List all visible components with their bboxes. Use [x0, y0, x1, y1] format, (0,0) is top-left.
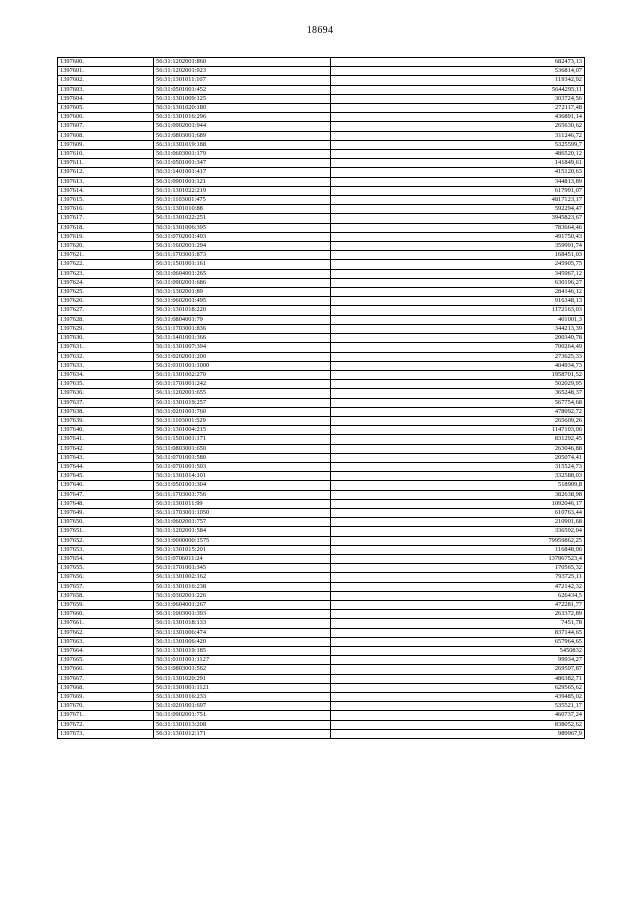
cadastral-value: 210901,68 — [331, 518, 585, 527]
cadastral-number: 56:31:0702001:493 — [154, 232, 331, 241]
cadastral-value: 486382,71 — [331, 674, 585, 683]
row-number: 1397671. — [58, 711, 154, 720]
row-number: 1397624. — [58, 278, 154, 287]
cadastral-value: 436891,14 — [331, 113, 585, 122]
cadastral-value: 629565,62 — [331, 683, 585, 692]
cadastral-value: 168451,03 — [331, 251, 585, 260]
row-number: 1397602. — [58, 76, 154, 85]
cadastral-number: 56:31:1301016:238 — [154, 582, 331, 591]
row-number: 1397638. — [58, 407, 154, 416]
cadastral-value: 303724,56 — [331, 94, 585, 103]
table-row — [58, 683, 585, 692]
cadastral-number: 56:31:1301001:1121 — [154, 683, 331, 692]
row-number: 1397616. — [58, 205, 154, 214]
row-number: 1397661. — [58, 619, 154, 628]
row-number: 1397611. — [58, 159, 154, 168]
row-number: 1397657. — [58, 582, 154, 591]
row-number: 1397600. — [58, 58, 154, 67]
cadastral-value: 1147103,06 — [331, 426, 585, 435]
cadastral-value: 536814,07 — [331, 67, 585, 76]
cadastral-number: 56:31:0302001:226 — [154, 591, 331, 600]
cadastral-value: 617991,07 — [331, 186, 585, 195]
cadastral-value: 478092,72 — [331, 407, 585, 416]
table-row — [58, 159, 585, 168]
cadastral-number: 56:31:1302001:89 — [154, 288, 331, 297]
cadastral-number: 56:31:1301007:394 — [154, 343, 331, 352]
cadastral-value: 472281,77 — [331, 600, 585, 609]
table-row — [58, 58, 585, 67]
table-row — [58, 131, 585, 140]
cadastral-value: 793725,11 — [331, 573, 585, 582]
row-number: 1397668. — [58, 683, 154, 692]
cadastral-number: 56:31:1301019:257 — [154, 398, 331, 407]
row-number: 1397621. — [58, 251, 154, 260]
cadastral-number: 56:31:0602001:495 — [154, 297, 331, 306]
cadastral-value: 200349,78 — [331, 334, 585, 343]
table-row — [58, 711, 585, 720]
row-number: 1397615. — [58, 196, 154, 205]
table-row — [58, 499, 585, 508]
cadastral-number: 56:31:0901001:121 — [154, 177, 331, 186]
cadastral-value: 837144,65 — [331, 628, 585, 637]
row-number: 1397603. — [58, 85, 154, 94]
cadastral-value: 273625,33 — [331, 352, 585, 361]
cadastral-value: 7451,78 — [331, 619, 585, 628]
cadastral-number: 56:31:1501001:171 — [154, 435, 331, 444]
row-number: 1397646. — [58, 481, 154, 490]
cadastral-number: 56:31:0000000:1575 — [154, 536, 331, 545]
cadastral-number: 56:31:1301004:215 — [154, 426, 331, 435]
cadastral-number: 56:31:1401001:366 — [154, 334, 331, 343]
cadastral-number: 56:31:1301022:251 — [154, 214, 331, 223]
row-number: 1397652. — [58, 536, 154, 545]
row-number: 1397655. — [58, 564, 154, 573]
table-row — [58, 94, 585, 103]
cadastral-value: 365248,37 — [331, 389, 585, 398]
row-number: 1397654. — [58, 554, 154, 563]
table-row — [58, 297, 585, 306]
cadastral-value: 486520,12 — [331, 150, 585, 159]
cadastral-number: 56:31:1301011:99 — [154, 499, 331, 508]
row-number: 1397640. — [58, 426, 154, 435]
table-row — [58, 472, 585, 481]
table-row — [58, 67, 585, 76]
cadastral-number: 56:31:0603001:179 — [154, 150, 331, 159]
table-row — [58, 527, 585, 536]
row-number: 1397645. — [58, 472, 154, 481]
cadastral-value: 502029,95 — [331, 380, 585, 389]
table-row — [58, 196, 585, 205]
cadastral-value: 269597,87 — [331, 665, 585, 674]
row-number: 1397670. — [58, 702, 154, 711]
table-row — [58, 619, 585, 628]
table-row — [58, 453, 585, 462]
row-number: 1397628. — [58, 315, 154, 324]
cadastral-value: 265630,62 — [331, 122, 585, 131]
cadastral-number: 56:31:1301015:201 — [154, 545, 331, 554]
cadastral-value: 401001,3 — [331, 315, 585, 324]
table-row — [58, 693, 585, 702]
row-number: 1397606. — [58, 113, 154, 122]
row-number: 1397608. — [58, 131, 154, 140]
table-row — [58, 444, 585, 453]
row-number: 1397662. — [58, 628, 154, 637]
row-number: 1397660. — [58, 610, 154, 619]
cadastral-value: 344813,89 — [331, 177, 585, 186]
table-row — [58, 269, 585, 278]
cadastral-number: 56:31:1301002:270 — [154, 370, 331, 379]
table-row — [58, 490, 585, 499]
row-number: 1397639. — [58, 416, 154, 425]
table-row — [58, 85, 585, 94]
table-row — [58, 656, 585, 665]
cadastral-number: 56:31:0706011:24 — [154, 554, 331, 563]
row-number: 1397650. — [58, 518, 154, 527]
cadastral-value: 783664,46 — [331, 223, 585, 232]
cadastral-value: 272117,48 — [331, 104, 585, 113]
table-row — [58, 214, 585, 223]
row-number: 1397673. — [58, 729, 154, 738]
row-number: 1397659. — [58, 600, 154, 609]
row-number: 1397663. — [58, 637, 154, 646]
table-row — [58, 729, 585, 738]
cadastral-number: 56:31:1301013:208 — [154, 720, 331, 729]
table-row — [58, 76, 585, 85]
cadastral-value: 1958701,52 — [331, 370, 585, 379]
cadastral-number: 56:31:0602001:757 — [154, 518, 331, 527]
cadastral-number: 56:31:0902001:686 — [154, 278, 331, 287]
cadastral-number: 56:31:1301016:233 — [154, 693, 331, 702]
cadastral-number: 56:31:1202001:860 — [154, 58, 331, 67]
cadastral-value: 359991,74 — [331, 242, 585, 251]
cadastral-number: 56:31:1301009:125 — [154, 94, 331, 103]
row-number: 1397633. — [58, 361, 154, 370]
cadastral-number: 56:31:1602001:294 — [154, 242, 331, 251]
cadastral-value: 336592,04 — [331, 527, 585, 536]
cadastral-value: 567754,68 — [331, 398, 585, 407]
cadastral-value: 263372,89 — [331, 610, 585, 619]
cadastral-number: 56:31:1301006:420 — [154, 637, 331, 646]
cadastral-number: 56:31:0804001:79 — [154, 315, 331, 324]
row-number: 1397632. — [58, 352, 154, 361]
cadastral-number: 56:31:0803001:562 — [154, 665, 331, 674]
cadastral-value: 610763,44 — [331, 508, 585, 517]
cadastral-number: 56:31:0501001:347 — [154, 159, 331, 168]
cadastral-number: 56:31:1301019:185 — [154, 647, 331, 656]
cadastral-number: 56:31:0604001:265 — [154, 269, 331, 278]
table-row — [58, 610, 585, 619]
cadastral-value: 630196,27 — [331, 278, 585, 287]
cadastral-number: 56:31:1401001:417 — [154, 168, 331, 177]
row-number: 1397665. — [58, 656, 154, 665]
table-row — [58, 361, 585, 370]
table-row — [58, 554, 585, 563]
cadastral-number: 56:31:1202001:923 — [154, 67, 331, 76]
cadastral-number: 56:31:0701001:503 — [154, 462, 331, 471]
table-row — [58, 186, 585, 195]
row-number: 1397634. — [58, 370, 154, 379]
table-row — [58, 518, 585, 527]
table-row — [58, 288, 585, 297]
cadastral-value: 116848,06 — [331, 545, 585, 554]
row-number: 1397636. — [58, 389, 154, 398]
cadastral-value: 311246,72 — [331, 131, 585, 140]
row-number: 1397672. — [58, 720, 154, 729]
cadastral-number: 56:31:0803001:689 — [154, 131, 331, 140]
cadastral-value: 5644295,11 — [331, 85, 585, 94]
cadastral-value: 5450832 — [331, 647, 585, 656]
row-number: 1397617. — [58, 214, 154, 223]
row-number: 1397620. — [58, 242, 154, 251]
cadastral-number: 56:31:0902001:751 — [154, 711, 331, 720]
table-row — [58, 370, 585, 379]
cadastral-number: 56:31:0201001:697 — [154, 702, 331, 711]
table-row — [58, 435, 585, 444]
cadastral-number: 56:31:1301016:296 — [154, 113, 331, 122]
cadastral-number: 56:31:1703001:1050 — [154, 508, 331, 517]
row-number: 1397643. — [58, 453, 154, 462]
registry-table-body — [58, 58, 585, 739]
row-number: 1397605. — [58, 104, 154, 113]
row-number: 1397666. — [58, 665, 154, 674]
cadastral-number: 56:31:1301010:88 — [154, 205, 331, 214]
cadastral-number: 56:31:1301012:171 — [154, 729, 331, 738]
row-number: 1397647. — [58, 490, 154, 499]
row-number: 1397630. — [58, 334, 154, 343]
cadastral-value: 415120,63 — [331, 168, 585, 177]
cadastral-number: 56:31:1301014:101 — [154, 472, 331, 481]
cadastral-number: 56:31:1202001:655 — [154, 389, 331, 398]
cadastral-number: 56:31:1301002:162 — [154, 573, 331, 582]
row-number: 1397607. — [58, 122, 154, 131]
cadastral-value: 170565,32 — [331, 564, 585, 573]
row-number: 1397613. — [58, 177, 154, 186]
cadastral-number: 56:31:1301022:219 — [154, 186, 331, 195]
row-number: 1397622. — [58, 260, 154, 269]
table-row — [58, 389, 585, 398]
cadastral-number: 56:31:0701001:580 — [154, 453, 331, 462]
cadastral-number: 56:31:1103001:529 — [154, 416, 331, 425]
cadastral-number: 56:31:0501001:304 — [154, 481, 331, 490]
table-row — [58, 407, 585, 416]
table-row — [58, 536, 585, 545]
cadastral-value: 332588,03 — [331, 472, 585, 481]
cadastral-number: 56:31:1202001:584 — [154, 527, 331, 536]
table-row — [58, 647, 585, 656]
row-number: 1397626. — [58, 297, 154, 306]
cadastral-number: 56:31:0604001:267 — [154, 600, 331, 609]
cadastral-value: 535521,17 — [331, 702, 585, 711]
table-row — [58, 573, 585, 582]
table-row — [58, 380, 585, 389]
cadastral-value: 141849,61 — [331, 159, 585, 168]
cadastral-value: 682473,13 — [331, 58, 585, 67]
table-row — [58, 426, 585, 435]
table-row — [58, 315, 585, 324]
cadastral-value: 657964,65 — [331, 637, 585, 646]
row-number: 1397637. — [58, 398, 154, 407]
table-row — [58, 177, 585, 186]
cadastral-value: 137967523,4 — [331, 554, 585, 563]
cadastral-number: 56:31:0902001:944 — [154, 122, 331, 131]
row-number: 1397614. — [58, 186, 154, 195]
table-row — [58, 591, 585, 600]
table-row — [58, 665, 585, 674]
cadastral-value: 491750,43 — [331, 232, 585, 241]
table-row — [58, 260, 585, 269]
row-number: 1397644. — [58, 462, 154, 471]
cadastral-value: 404934,73 — [331, 361, 585, 370]
table-row — [58, 637, 585, 646]
registry-table — [57, 57, 585, 739]
cadastral-number: 56:31:1301020:291 — [154, 674, 331, 683]
table-row — [58, 205, 585, 214]
table-row — [58, 582, 585, 591]
cadastral-value: 382638,98 — [331, 490, 585, 499]
row-number: 1397604. — [58, 94, 154, 103]
cadastral-number: 56:31:1301018:133 — [154, 619, 331, 628]
table-row — [58, 702, 585, 711]
cadastral-number: 56:31:1703001:836 — [154, 324, 331, 333]
cadastral-number: 56:31:1501001:161 — [154, 260, 331, 269]
cadastral-value: 838052,62 — [331, 720, 585, 729]
table-row — [58, 508, 585, 517]
table-row — [58, 242, 585, 251]
table-row — [58, 122, 585, 131]
cadastral-value: 263046,88 — [331, 444, 585, 453]
cadastral-value: 460737,24 — [331, 711, 585, 720]
table-row — [58, 564, 585, 573]
table-row — [58, 352, 585, 361]
cadastral-number: 56:31:1301019:188 — [154, 140, 331, 149]
cadastral-number: 56:31:0201001:760 — [154, 407, 331, 416]
table-row — [58, 168, 585, 177]
cadastral-value: 1172163,03 — [331, 306, 585, 315]
row-number: 1397656. — [58, 573, 154, 582]
table-row — [58, 104, 585, 113]
table-row — [58, 628, 585, 637]
table-row — [58, 232, 585, 241]
cadastral-value: 205074,41 — [331, 453, 585, 462]
row-number: 1397609. — [58, 140, 154, 149]
cadastral-value: 284146,12 — [331, 288, 585, 297]
cadastral-number: 56:31:1301020:180 — [154, 104, 331, 113]
cadastral-number: 56:31:0101001:1127 — [154, 656, 331, 665]
cadastral-value: 99934,27 — [331, 656, 585, 665]
row-number: 1397651. — [58, 527, 154, 536]
row-number: 1397642. — [58, 444, 154, 453]
cadastral-value: 472142,32 — [331, 582, 585, 591]
cadastral-value: 439485,02 — [331, 693, 585, 702]
cadastral-value: 626434,5 — [331, 591, 585, 600]
cadastral-number: 56:31:1703001:756 — [154, 490, 331, 499]
table-row — [58, 720, 585, 729]
table-row — [58, 334, 585, 343]
table-row — [58, 113, 585, 122]
row-number: 1397669. — [58, 693, 154, 702]
row-number: 1397641. — [58, 435, 154, 444]
cadastral-number: 56:31:0501001:452 — [154, 85, 331, 94]
cadastral-number: 56:31:1301006:395 — [154, 223, 331, 232]
table-row — [58, 150, 585, 159]
row-number: 1397619. — [58, 232, 154, 241]
cadastral-value: 79959862,25 — [331, 536, 585, 545]
row-number: 1397629. — [58, 324, 154, 333]
row-number: 1397649. — [58, 508, 154, 517]
table-row — [58, 140, 585, 149]
table-row — [58, 600, 585, 609]
table-row — [58, 462, 585, 471]
table-row — [58, 674, 585, 683]
row-number: 1397635. — [58, 380, 154, 389]
cadastral-value: 245905,75 — [331, 260, 585, 269]
cadastral-number: 56:31:0803001:650 — [154, 444, 331, 453]
row-number: 1397625. — [58, 288, 154, 297]
cadastral-value: 592294,47 — [331, 205, 585, 214]
table-row — [58, 223, 585, 232]
row-number: 1397601. — [58, 67, 154, 76]
page-number: 18694 — [306, 25, 334, 36]
row-number: 1397653. — [58, 545, 154, 554]
table-row — [58, 251, 585, 260]
cadastral-value: 1092046,17 — [331, 499, 585, 508]
table-row — [58, 343, 585, 352]
cadastral-value: 916348,13 — [331, 297, 585, 306]
cadastral-value: 119342,92 — [331, 76, 585, 85]
cadastral-number: 56:31:1301006:474 — [154, 628, 331, 637]
table-row — [58, 545, 585, 554]
cadastral-value: 4817123,17 — [331, 196, 585, 205]
cadastral-number: 56:31:0202001:200 — [154, 352, 331, 361]
cadastral-value: 315524,73 — [331, 462, 585, 471]
cadastral-number: 56:31:1701001:242 — [154, 380, 331, 389]
cadastral-value: 831292,45 — [331, 435, 585, 444]
row-number: 1397627. — [58, 306, 154, 315]
table-row — [58, 278, 585, 287]
cadastral-number: 56:31:1103001:475 — [154, 196, 331, 205]
cadastral-number: 56:31:1703001:873 — [154, 251, 331, 260]
cadastral-value: 344213,39 — [331, 324, 585, 333]
cadastral-number: 56:31:1301011:107 — [154, 76, 331, 85]
row-number: 1397610. — [58, 150, 154, 159]
table-row — [58, 481, 585, 490]
table-row — [58, 416, 585, 425]
cadastral-value: 989967,9 — [331, 729, 585, 738]
row-number: 1397664. — [58, 647, 154, 656]
row-number: 1397623. — [58, 269, 154, 278]
cadastral-value: 345967,12 — [331, 269, 585, 278]
table-row — [58, 324, 585, 333]
cadastral-number: 56:31:1701001:345 — [154, 564, 331, 573]
cadastral-number: 56:31:1301018:220 — [154, 306, 331, 315]
table-row — [58, 306, 585, 315]
row-number: 1397648. — [58, 499, 154, 508]
cadastral-value: 3945823,67 — [331, 214, 585, 223]
row-number: 1397612. — [58, 168, 154, 177]
row-number: 1397631. — [58, 343, 154, 352]
cadastral-number: 56:31:0101001:1000 — [154, 361, 331, 370]
table-row — [58, 398, 585, 407]
row-number: 1397658. — [58, 591, 154, 600]
cadastral-number: 56:31:1003001:393 — [154, 610, 331, 619]
cadastral-value: 5325599,7 — [331, 140, 585, 149]
row-number: 1397667. — [58, 674, 154, 683]
row-number: 1397618. — [58, 223, 154, 232]
cadastral-value: 700264,49 — [331, 343, 585, 352]
cadastral-value: 265609,26 — [331, 416, 585, 425]
cadastral-value: 518909,8 — [331, 481, 585, 490]
